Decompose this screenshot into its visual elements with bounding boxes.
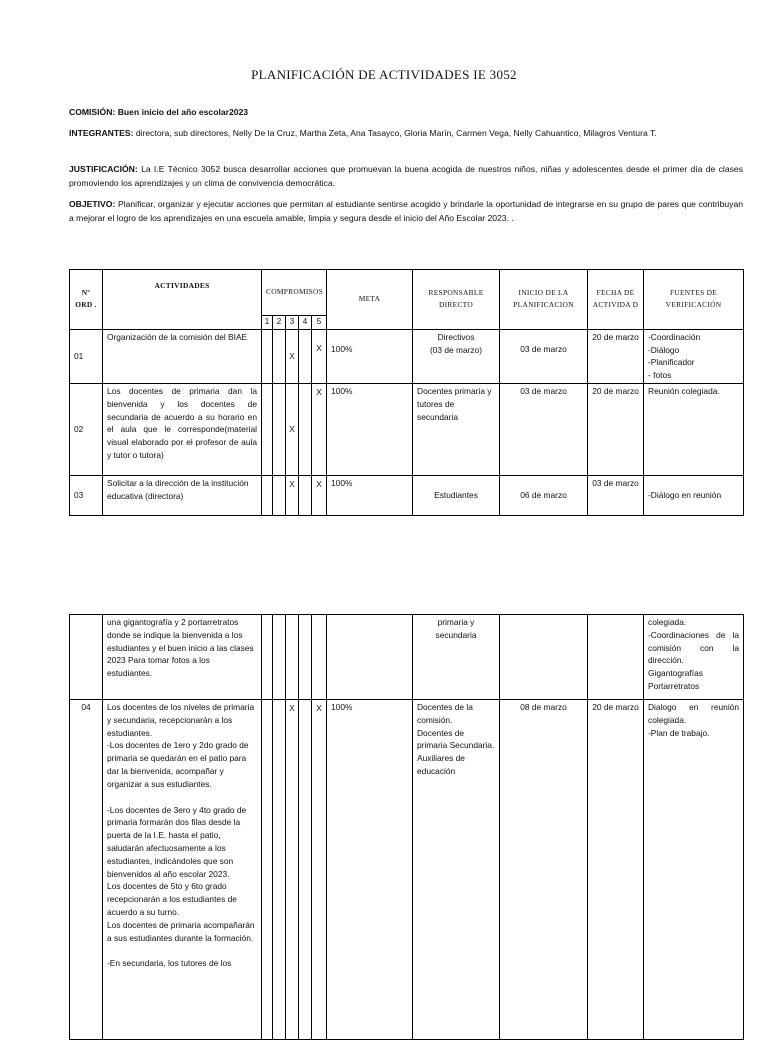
- compromiso-mark: X: [286, 329, 299, 383]
- compromiso-mark: X: [286, 383, 299, 475]
- activity-text: Solicitar a la dirección de la institución educativa (directora): [103, 475, 262, 515]
- activity-line: -Los docentes de 3ero y 4to grado de primaria formarán dos filas desde la puerta de la I.E. hasta el patio, saludarán afectuosamente a los estudiantes, indicándoles que son bienvenidos al año escolar 2023.: [107, 804, 247, 879]
- compromiso-mark: [273, 615, 286, 700]
- activity-line: -Los docentes de 1ero y 2do grado de primaria se quedarán en el patio para dar la bienvenida, acompañar y organizar a sus estudiantes.: [107, 740, 249, 789]
- meta-value: [327, 615, 413, 700]
- header-actividades: ACTIVIDADES: [103, 270, 262, 330]
- activity-text: una gigantografía y 2 portarretratos donde se indique la bienvenida a los estudiantes y el buen inicio a las clases 2023 Para tomar fotos a los estudiantes.: [103, 615, 262, 700]
- table-row: [70, 383, 744, 475]
- fecha-date: 20 de marzo: [588, 700, 644, 1040]
- header-inicio: INICIO DE LA PLANIFICACION: [500, 270, 588, 330]
- integrantes-value: directora, sub directores, Nelly De la Cruz, Martha Zeta, Ana Tasayco, Gloria Marín, Carmen Vega, Nelly Cahuantico, Milagros Ventura T.: [135, 128, 657, 138]
- responsable-text: Directivos (03 de marzo): [413, 329, 500, 383]
- fuentes-line: Dialogo en reunión colegiada.: [648, 702, 739, 725]
- page-title: PLANIFICACIÓN DE ACTIVIDADES IE 3052: [251, 67, 517, 82]
- objetivo-line: [69, 197, 743, 225]
- comision-label: COMISIÓN:: [69, 107, 116, 117]
- compromiso-mark: [299, 615, 312, 700]
- row-number: 02: [70, 383, 103, 475]
- compromiso-mark: [262, 383, 273, 475]
- justificacion-value: La I.E Técnico 3052 busca desarrollar acciones que promuevan la buena acogida de nuestros niños, niñas y adolescentes desde el primer día de clases promoviendo los aprendizajes y un clima de convivencia democrática.: [69, 164, 743, 188]
- integrantes-label: INTEGRANTES:: [69, 128, 134, 138]
- compromiso-mark: [299, 383, 312, 475]
- compromiso-mark: X: [312, 475, 327, 515]
- compromiso-mark: [299, 700, 312, 1040]
- responsable-text: primaria y secundaria: [413, 615, 500, 700]
- fuentes-line: Portarretratos: [648, 680, 700, 691]
- activities-table-page2: [69, 614, 744, 1040]
- compromiso-mark: [262, 615, 273, 700]
- meta-value: 100%: [327, 329, 413, 383]
- fuentes-line: -Coordinaciones de la comisión con la dirección.: [648, 629, 739, 666]
- table-row: [70, 615, 744, 700]
- activity-line: Los docentes de los niveles de primaria y secundaria, recepcionarán a los estudiantes.: [107, 702, 255, 738]
- responsable-text: Docentes de la comisión. Docentes de primaria Secundaria. Auxiliares de educación: [413, 700, 500, 1040]
- header-responsable: RESPONSABLE DIRECTO: [413, 270, 500, 330]
- compromiso-mark: [273, 383, 286, 475]
- integrantes-line: [69, 126, 743, 140]
- compromiso-mark: [299, 329, 312, 383]
- compromiso-number: 2: [273, 316, 286, 330]
- compromiso-mark: [312, 615, 327, 700]
- compromiso-mark: [286, 615, 299, 700]
- comision-value: Buen inicio del año escolar2023: [117, 107, 249, 117]
- activity-line: -En secundaria, los tutores de los: [107, 958, 232, 969]
- header-compromisos: COMPROMISOS: [262, 270, 327, 316]
- activity-line: Los docentes de primaria acompañarán a sus estudiantes durante la formación.: [107, 919, 255, 943]
- comision-line: [69, 105, 743, 119]
- table-row: [70, 700, 744, 1040]
- fuentes-text: -Coordinación -Diálogo -Planificador - fotos: [644, 329, 744, 383]
- compromiso-number: 3: [286, 316, 299, 330]
- compromiso-mark: [273, 329, 286, 383]
- row-number: [70, 615, 103, 700]
- activities-table-page1: [69, 269, 744, 516]
- fuentes-line: -Plan de trabajo.: [648, 727, 710, 738]
- compromiso-number: 4: [299, 316, 312, 330]
- compromiso-mark: [262, 700, 273, 1040]
- meta-value: 100%: [327, 475, 413, 515]
- activity-text: Organización de la comisión del BIAE: [103, 329, 262, 383]
- meta-value: 100%: [327, 383, 413, 475]
- compromiso-mark: [262, 329, 273, 383]
- inicio-date: [500, 615, 588, 700]
- compromiso-number: 5: [312, 316, 327, 330]
- compromiso-mark: [273, 475, 286, 515]
- compromiso-mark: X: [312, 700, 327, 1040]
- fuentes-cell: [644, 700, 744, 1040]
- fecha-date: [588, 615, 644, 700]
- fuentes-cell: [644, 615, 744, 700]
- compromiso-mark: [273, 700, 286, 1040]
- inicio-date: 03 de marzo: [500, 329, 588, 383]
- inicio-date: 08 de marzo: [500, 700, 588, 1040]
- objetivo-value: Planificar, organizar y ejecutar acciones que permitan al estudiante sentirse acogido y brindarle la oportunidad de integrarse en su grupo de pares que contribuyan a mejorar el logro de los aprendizajes en una escuela amable, limpia y segura desde el inicio del Año Escolar 2023. .: [69, 199, 744, 223]
- fuentes-line: colegiada.: [648, 617, 687, 627]
- header-nro: Nº ORD .: [70, 270, 103, 330]
- justificacion-label: JUSTIFICACIÓN:: [69, 164, 138, 174]
- activity-cell: [103, 700, 262, 1040]
- header-meta: META: [327, 270, 413, 330]
- inicio-date: 03 de marzo: [500, 383, 588, 475]
- fuentes-line: Gigantografías: [648, 668, 703, 679]
- fecha-date: 03 de marzo: [588, 475, 644, 515]
- header-fuentes: FUENTES DE VERIFICACIÓN: [644, 270, 744, 330]
- fecha-date: 20 de marzo: [588, 329, 644, 383]
- justificacion-line: [69, 162, 743, 190]
- responsable-text: Estudiantes: [413, 475, 500, 515]
- compromiso-mark: [262, 475, 273, 515]
- compromiso-mark: X: [312, 329, 327, 383]
- compromiso-mark: [299, 475, 312, 515]
- table-row: [70, 329, 744, 383]
- activity-line: Los docentes de 5to y 6to grado recepcionarán a los estudiantes de acuerdo a su turno.: [107, 881, 237, 917]
- compromiso-mark: X: [286, 475, 299, 515]
- compromiso-mark: X: [312, 383, 327, 475]
- activity-text: Los docentes de primaria dan la bienvenida y los docentes de secundaria de acuerdo a su horario en el aula que le corresponde(material visual elaborado por el profesor de aula y tutor o tutora): [103, 383, 262, 475]
- row-number: 01: [70, 329, 103, 383]
- fecha-date: 20 de marzo: [588, 383, 644, 475]
- inicio-date: 06 de marzo: [500, 475, 588, 515]
- meta-value: 100%: [327, 700, 413, 1040]
- fuentes-text: -Diálogo en reunión: [644, 475, 744, 515]
- objetivo-label: OBJETIVO:: [69, 199, 116, 209]
- fuentes-text: Reunión colegiada.: [644, 383, 744, 475]
- row-number: 03: [70, 475, 103, 515]
- header-fecha: FECHA DE ACTIVIDA D: [588, 270, 644, 330]
- table-row: [70, 475, 744, 515]
- compromiso-mark: X: [286, 700, 299, 1040]
- responsable-text: Docentes primaria y tutores de secundaria: [413, 383, 500, 475]
- compromiso-number: 1: [262, 316, 273, 330]
- row-number: 04: [70, 700, 103, 1040]
